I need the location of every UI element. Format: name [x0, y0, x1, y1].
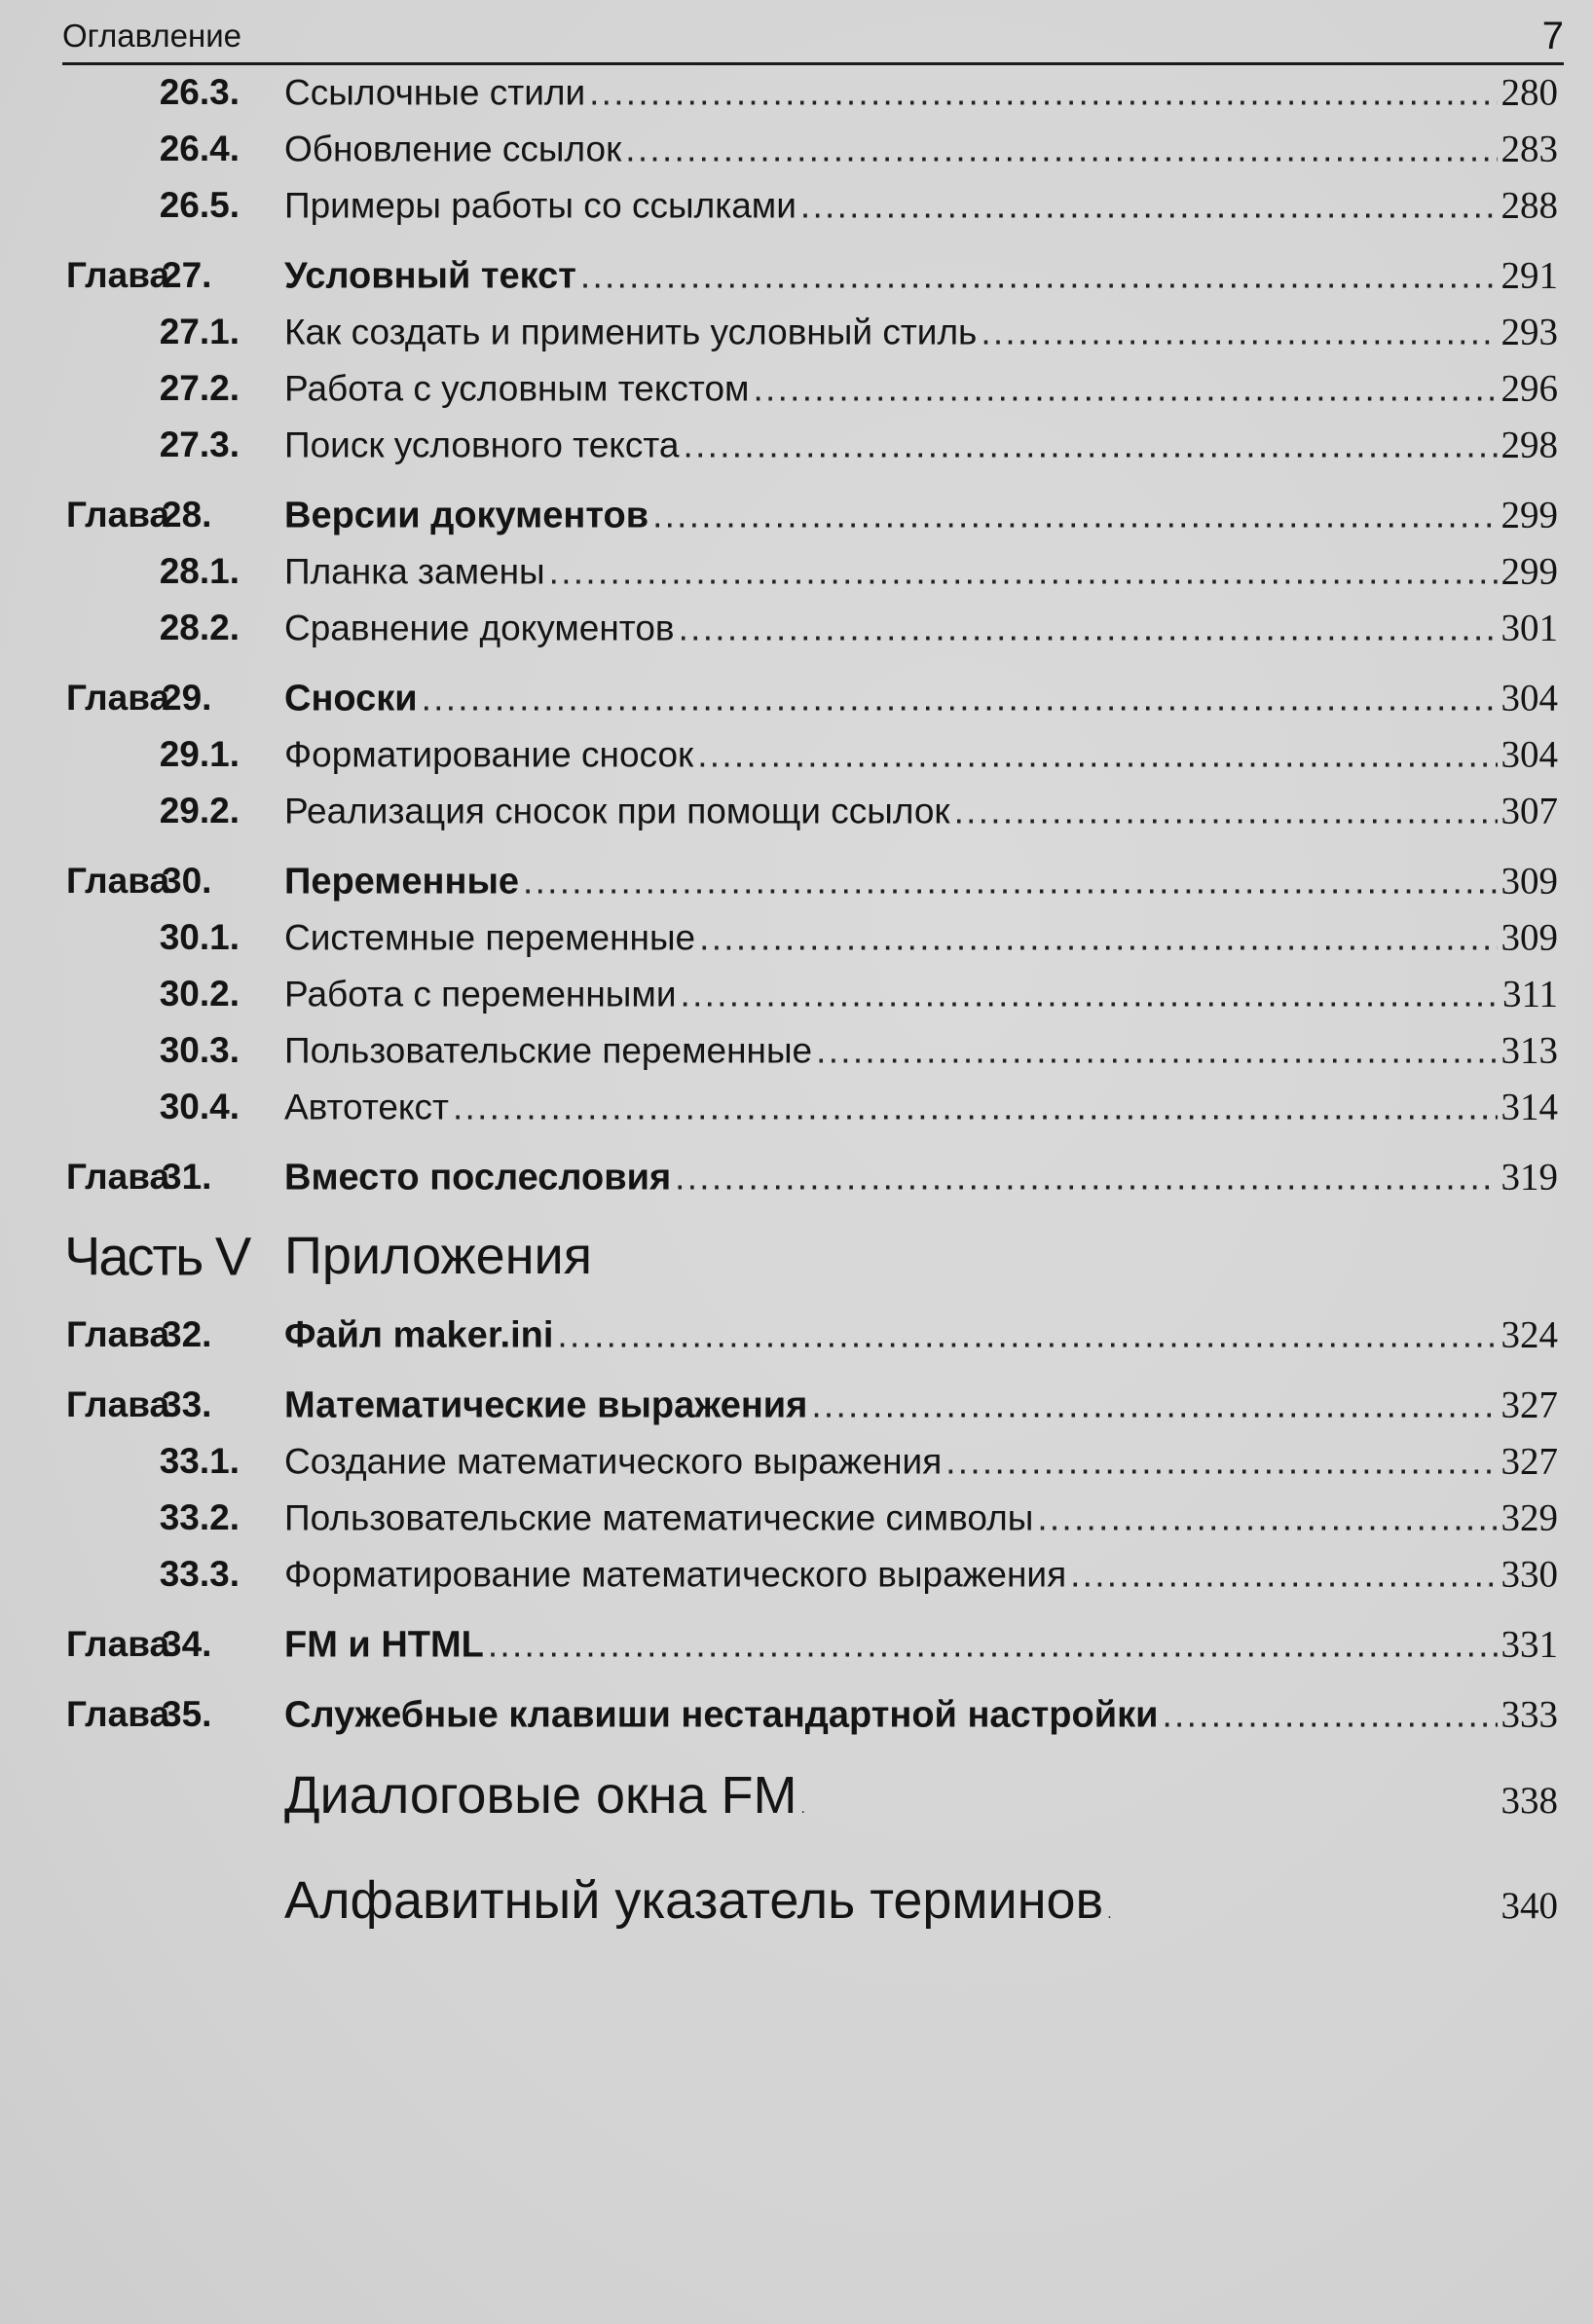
entry-page-number: 330	[1500, 1553, 1558, 1596]
entry-line	[284, 733, 1558, 777]
entry-title: Алфавитный указатель терминов	[284, 1871, 1104, 1930]
entry-page-number: 314	[1500, 1086, 1558, 1128]
section-number: 28.2.	[159, 608, 240, 647]
entry-line	[284, 790, 1558, 833]
section-number: 30.1.	[159, 917, 240, 957]
entry-title: Работа с условным текстом	[284, 368, 750, 409]
chapter-number	[66, 255, 241, 296]
toc-entry-section[interactable]	[0, 543, 1593, 600]
dot-leader	[681, 975, 1499, 1015]
toc-entry-chapter[interactable]	[0, 853, 1593, 909]
part-label: Часть V	[64, 1225, 250, 1287]
toc-entry-chapter[interactable]	[0, 247, 1593, 304]
entry-line	[284, 1693, 1558, 1737]
entry-title: Переменные	[284, 861, 520, 903]
chapter-word: Глава	[66, 1157, 170, 1197]
toc-entry-chapter[interactable]	[0, 670, 1593, 726]
dot-leader	[811, 1385, 1497, 1426]
chapter-word: Глава	[66, 1314, 170, 1354]
chapter-num: 27.	[162, 255, 212, 295]
entry-line	[284, 1313, 1558, 1357]
entry-line	[284, 1623, 1558, 1667]
toc-entry-section[interactable]	[0, 966, 1593, 1022]
chapter-num: 29.	[162, 678, 212, 718]
entry-title: Диалоговые окна FM	[284, 1766, 797, 1825]
entry-line	[284, 367, 1558, 411]
chapter-num: 32.	[162, 1314, 212, 1354]
dot-leader	[753, 369, 1497, 410]
entry-line	[284, 1553, 1558, 1597]
section-number: 28.1.	[159, 551, 240, 591]
toc-group-main	[0, 64, 1593, 1205]
dot-leader	[580, 256, 1498, 297]
entry-page-number: 299	[1500, 494, 1558, 536]
entry-title: Пользовательские переменные	[284, 1030, 813, 1071]
entry-page-number: 313	[1500, 1029, 1558, 1072]
chapter-word: Глава	[66, 495, 170, 535]
entry-title: Вместо послесловия	[284, 1157, 672, 1199]
running-header	[62, 10, 1564, 65]
entry-line	[284, 494, 1558, 537]
entry-title: FM и HTML	[284, 1624, 484, 1666]
entry-page-number: 293	[1500, 311, 1558, 353]
dot-leader	[453, 1088, 1498, 1128]
chapter-num: 33.	[162, 1384, 212, 1424]
chapter-number	[66, 1314, 241, 1355]
toc-entry-backmatter[interactable]	[0, 1743, 1593, 1848]
entry-title: Ссылочные стили	[284, 72, 586, 113]
section-number: 27.1.	[159, 312, 240, 351]
entry-page-number: 324	[1500, 1313, 1558, 1356]
entry-line	[284, 916, 1558, 960]
entry-line	[284, 1383, 1558, 1427]
section-number: 29.1.	[159, 734, 240, 774]
header-title: Оглавление	[62, 18, 241, 54]
chapter-number	[66, 1694, 241, 1735]
entry-page-number: 338	[1500, 1780, 1558, 1822]
entry-title: Как создать и применить условный стиль	[284, 312, 978, 352]
section-number: 30.2.	[159, 974, 240, 1014]
entry-line	[284, 860, 1558, 904]
toc-entry-chapter[interactable]	[0, 1307, 1593, 1363]
toc-entry-section[interactable]	[0, 600, 1593, 656]
header-page-number: 7	[1541, 15, 1564, 57]
entry-title: Версии документов	[284, 495, 649, 536]
entry-title: Сравнение документов	[284, 608, 675, 648]
dot-leader	[684, 425, 1498, 466]
dot-leader	[699, 918, 1497, 959]
section-number: 26.5.	[159, 185, 240, 225]
section-number: 26.3.	[159, 72, 240, 112]
dot-leader	[1070, 1555, 1497, 1596]
dot-leader	[488, 1625, 1498, 1666]
entry-line	[284, 71, 1558, 115]
section-number: 33.3.	[159, 1554, 240, 1594]
section-number: 30.3.	[159, 1030, 240, 1070]
entry-page-number: 296	[1500, 367, 1558, 410]
entry-title: Пользовательские математические символы	[284, 1497, 1034, 1538]
section-number: 30.4.	[159, 1087, 240, 1126]
toc-entry-chapter[interactable]	[0, 1377, 1593, 1433]
entry-page-number: 307	[1500, 790, 1558, 832]
entry-page-number: 304	[1500, 677, 1558, 719]
chapter-word: Глава	[66, 678, 170, 718]
dot-leader	[800, 1800, 1497, 1818]
dot-leader	[589, 73, 1497, 114]
entry-line	[284, 128, 1558, 171]
toc-entry-chapter[interactable]	[0, 1686, 1593, 1743]
entry-line	[284, 973, 1558, 1016]
dot-leader	[523, 862, 1497, 903]
toc-entry-section[interactable]	[0, 121, 1593, 177]
dot-leader	[549, 552, 1498, 593]
dot-leader	[1162, 1695, 1497, 1736]
entry-line	[284, 1440, 1558, 1484]
entry-line	[284, 1870, 1558, 1931]
entry-title: Форматирование сносок	[284, 734, 694, 775]
dot-leader	[945, 1442, 1497, 1483]
toc-entry-section[interactable]	[0, 726, 1593, 783]
chapter-num: 35.	[162, 1694, 212, 1734]
entry-line	[284, 254, 1558, 298]
toc-entry-section[interactable]	[0, 1433, 1593, 1490]
chapter-number	[66, 1624, 241, 1665]
chapter-number	[66, 861, 241, 902]
dot-leader	[800, 186, 1498, 227]
toc-entry-section[interactable]	[0, 909, 1593, 966]
entry-line	[284, 677, 1558, 720]
part-heading	[0, 1205, 1593, 1307]
entry-title: Файл maker.ini	[284, 1314, 554, 1356]
entry-page-number: 291	[1500, 254, 1558, 297]
dot-leader	[816, 1031, 1497, 1072]
entry-page-number: 280	[1500, 71, 1558, 114]
chapter-num: 28.	[162, 495, 212, 535]
toc-entry-chapter[interactable]	[0, 1149, 1593, 1205]
dot-leader	[981, 313, 1497, 353]
chapter-word: Глава	[66, 1624, 170, 1664]
chapter-number	[66, 495, 241, 535]
toc-entry-section[interactable]	[0, 1546, 1593, 1603]
entry-page-number: 311	[1501, 973, 1558, 1015]
chapter-number	[66, 678, 241, 719]
entry-line	[284, 311, 1558, 354]
chapter-word: Глава	[66, 1694, 170, 1734]
section-number: 26.4.	[159, 129, 240, 168]
entry-page-number: 329	[1500, 1496, 1558, 1539]
section-number: 27.3.	[159, 424, 240, 464]
toc-entry-backmatter[interactable]	[0, 1848, 1593, 1953]
entry-title: Служебные клавиши нестандартной настройки	[284, 1694, 1159, 1736]
entry-page-number: 309	[1500, 916, 1558, 959]
toc-entry-section[interactable]	[0, 417, 1593, 473]
dot-leader	[625, 129, 1497, 170]
entry-line	[284, 1086, 1558, 1129]
chapter-num: 34.	[162, 1624, 212, 1664]
entry-line	[284, 424, 1558, 467]
entry-page-number: 319	[1500, 1156, 1558, 1199]
entry-title: Реализация сносок при помощи ссылок	[284, 791, 950, 831]
toc-entry-section[interactable]	[0, 64, 1593, 121]
toc-entry-section[interactable]	[0, 360, 1593, 417]
entry-title: Автотекст	[284, 1087, 449, 1127]
entry-page-number: 288	[1500, 184, 1558, 227]
entry-line	[284, 607, 1558, 650]
entry-title: Планка замены	[284, 551, 545, 592]
entry-title: Работа с переменными	[284, 974, 677, 1014]
entry-title: Поиск условного текста	[284, 424, 680, 465]
chapter-word: Глава	[66, 861, 170, 901]
entry-line	[284, 550, 1558, 594]
entry-title: Форматирование математического выражения	[284, 1554, 1067, 1595]
entry-line	[284, 184, 1558, 228]
part-title: Приложения	[284, 1227, 592, 1285]
section-number: 29.2.	[159, 791, 240, 830]
dot-leader	[1037, 1498, 1497, 1539]
toc-entry-section[interactable]	[0, 304, 1593, 360]
toc-entry-chapter[interactable]	[0, 1616, 1593, 1673]
toc-entry-section[interactable]	[0, 177, 1593, 234]
entry-line	[284, 1156, 1558, 1199]
dot-leader	[697, 735, 1497, 776]
entry-page-number: 327	[1500, 1440, 1558, 1483]
chapter-number	[66, 1384, 241, 1425]
entry-page-number: 340	[1500, 1885, 1558, 1927]
toc-group-appendices	[0, 1307, 1593, 1743]
entry-title: Сноски	[284, 678, 418, 719]
dot-leader	[954, 792, 1498, 832]
entry-line	[284, 1765, 1558, 1826]
toc-entry-chapter[interactable]	[0, 487, 1593, 543]
entry-page-number: 299	[1500, 550, 1558, 593]
chapter-num: 31.	[162, 1157, 212, 1197]
toc-entry-section[interactable]	[0, 1490, 1593, 1546]
entry-page-number: 331	[1500, 1623, 1558, 1666]
entry-title: Примеры работы со ссылками	[284, 185, 796, 226]
entry-line	[284, 1029, 1558, 1073]
dot-leader	[422, 679, 1498, 719]
section-number: 33.2.	[159, 1497, 240, 1537]
dot-leader	[675, 1158, 1497, 1199]
dot-leader	[679, 609, 1498, 649]
dot-leader	[652, 496, 1497, 536]
dot-leader	[557, 1315, 1497, 1356]
toc-entry-section[interactable]	[0, 783, 1593, 839]
entry-title: Создание математического выражения	[284, 1441, 943, 1482]
section-number: 33.1.	[159, 1441, 240, 1481]
entry-line	[284, 1496, 1558, 1540]
entry-page-number: 327	[1500, 1383, 1558, 1426]
entry-page-number: 298	[1500, 424, 1558, 466]
toc-group-back-matter	[0, 1743, 1593, 1953]
entry-page-number: 309	[1500, 860, 1558, 903]
toc-entry-section[interactable]	[0, 1022, 1593, 1079]
dot-leader	[1107, 1905, 1497, 1923]
chapter-num: 30.	[162, 861, 212, 901]
entry-page-number: 301	[1500, 607, 1558, 649]
entry-page-number: 304	[1500, 733, 1558, 776]
chapter-word: Глава	[66, 1384, 170, 1424]
chapter-word: Глава	[66, 255, 170, 295]
section-number: 27.2.	[159, 368, 240, 408]
entry-page-number: 333	[1500, 1693, 1558, 1736]
entry-page-number: 283	[1500, 128, 1558, 170]
entry-title: Математические выражения	[284, 1384, 808, 1426]
entry-title: Системные переменные	[284, 917, 696, 958]
entry-title: Обновление ссылок	[284, 129, 622, 169]
chapter-number	[66, 1157, 241, 1198]
table-of-contents	[0, 64, 1593, 1953]
entry-title: Условный текст	[284, 255, 576, 297]
toc-entry-section[interactable]	[0, 1079, 1593, 1135]
